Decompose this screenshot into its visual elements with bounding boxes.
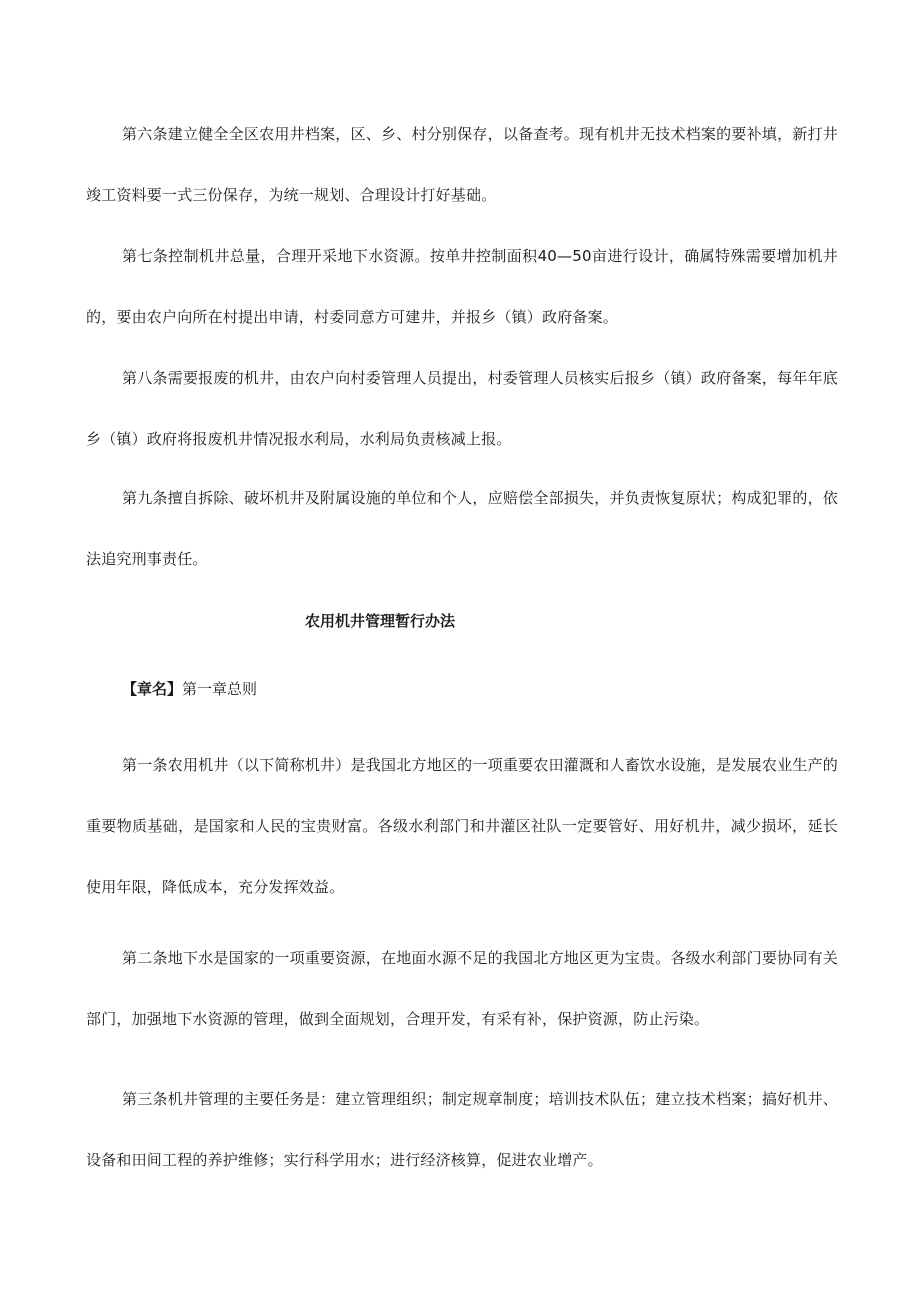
document-title: 农用机井管理暂行办法 — [304, 612, 455, 630]
article-3-paragraph: 第三条机井管理的主要任务是：建立管理组织；制定规章制度；培训技术队伍；建立技术档案；搞好机井、设备和田间工程的养护维修；实行科学用水；进行经济核算，促进农业增产。 — [86, 1090, 838, 1169]
chapter-heading — [122, 678, 257, 700]
chapter-name: 第一章总则 — [182, 680, 258, 698]
chapter-bracket-label: 【章名】 — [122, 680, 183, 698]
article-6-paragraph: 第六条建立健全全区农用井档案，区、乡、村分别保存，以备查考。现有机井无技术档案的要补填，新打井竣工资料要一式三份保存，为统一规划、合理设计打好基础。 — [86, 125, 838, 204]
article-9-paragraph: 第九条擅自拆除、破坏机井及附属设施的单位和个人，应赔偿全部损失，并负责恢复原状；构成犯罪的，依法追究刑事责任。 — [86, 489, 838, 568]
article-1-paragraph: 第一条农用机井（以下简称机井）是我国北方地区的一项重要农田灌溉和人畜饮水设施，是发展农业生产的重要物质基础，是国家和人民的宝贵财富。各级水利部门和井灌区社队一定要管好、用好机井，减少损坏，延长使用年限，降低成本，充分发挥效益。 — [86, 756, 838, 896]
article-7-paragraph: 第七条控制机井总量，合理开采地下水资源。按单井控制面积40—50亩进行设计，确属特殊需要增加机井的，要由农户向所在村提出申请，村委同意方可建井，并报乡（镇）政府备案。 — [86, 247, 838, 326]
article-8-paragraph: 第八条需要报废的机井，由农户向村委管理人员提出，村委管理人员核实后报乡（镇）政府备案，每年年底乡（镇）政府将报废机井情况报水利局，水利局负责核减上报。 — [86, 369, 838, 448]
article-2-paragraph: 第二条地下水是国家的一项重要资源，在地面水源不足的我国北方地区更为宝贵。各级水利部门要协同有关部门，加强地下水资源的管理，做到全面规划，合理开发，有采有补，保护资源，防止污染。 — [86, 949, 838, 1028]
